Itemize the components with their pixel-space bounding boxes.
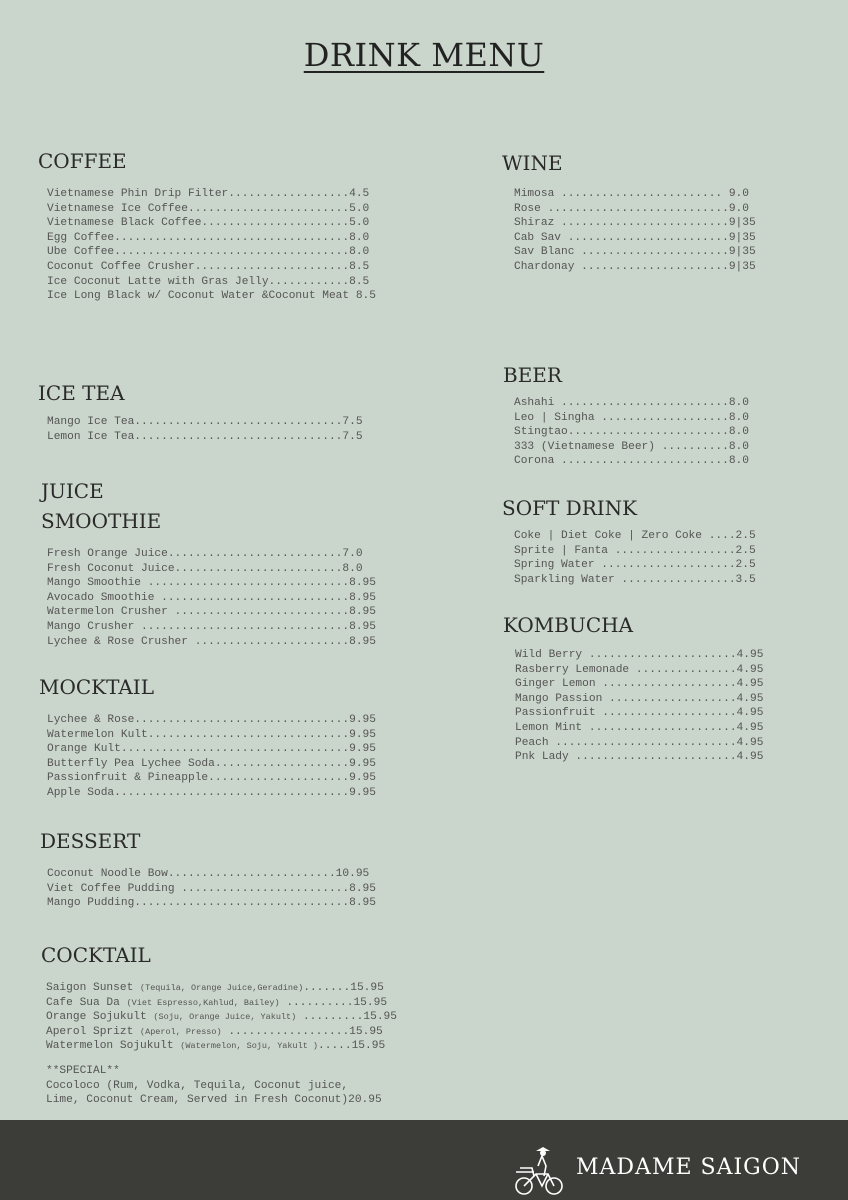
list-item: Shiraz .........................9|35 bbox=[514, 217, 756, 230]
beer-section bbox=[503, 360, 749, 469]
list-item: Chardonay ......................9|35 bbox=[514, 260, 756, 273]
soft-drink-section bbox=[502, 493, 756, 587]
list-item: Sav Blanc ......................9|35 bbox=[514, 246, 756, 259]
special-item-line2: Lime, Coconut Cream, Served in Fresh Coconut)20.95 bbox=[46, 1094, 382, 1107]
list-item: Vietnamese Ice Coffee........................5.0 bbox=[47, 202, 370, 215]
list-item: Mango Crusher ...............................8.95 bbox=[47, 620, 376, 633]
dessert-heading: DESSERT bbox=[40, 829, 141, 853]
list-item: Ice Long Black w/ Coconut Water &Coconut Meat 8.5 bbox=[47, 290, 376, 303]
list-item: Leo | Singha ...................8.0 bbox=[514, 411, 749, 424]
mocktail-heading: MOCKTAIL bbox=[39, 675, 154, 699]
list-item: Lemon Mint ......................4.95 bbox=[515, 721, 764, 734]
list-item: Ice Coconut Latte with Gras Jelly............8.5 bbox=[47, 275, 370, 288]
list-item: Watermelon Sojukult (Watermelon, Soju, Yakult ).....15.95 bbox=[46, 1040, 386, 1053]
list-item: Cab Sav ........................9|35 bbox=[514, 231, 756, 244]
list-item: Pnk Lady ........................4.95 bbox=[515, 751, 764, 764]
coffee-heading: COFFEE bbox=[38, 149, 127, 173]
wine-section bbox=[502, 148, 756, 275]
wine-heading: WINE bbox=[502, 151, 563, 175]
list-item: Stingtao........................8.0 bbox=[514, 426, 749, 439]
wine-list bbox=[514, 187, 756, 275]
list-item: Passionfruit ....................4.95 bbox=[515, 707, 764, 720]
dessert-list bbox=[47, 867, 376, 911]
list-item: Ashahi .........................8.0 bbox=[514, 397, 749, 409]
soft-drink-list bbox=[514, 529, 756, 587]
list-item: Mango Ice Tea...............................7.5 bbox=[47, 416, 363, 428]
list-item: Wild Berry ......................4.95 bbox=[515, 649, 764, 661]
list-item: Peach ...........................4.95 bbox=[515, 736, 764, 749]
ice-tea-list bbox=[47, 415, 363, 444]
ice-tea-heading: ICE TEA bbox=[38, 381, 125, 405]
list-item: Mango Passion ...................4.95 bbox=[515, 692, 764, 705]
list-item: Orange Kult..................................9.95 bbox=[47, 743, 376, 756]
list-item: Fresh Orange Juice..........................7.0 bbox=[47, 548, 363, 560]
list-item: Coke | Diet Coke | Zero Coke ....2.5 bbox=[514, 530, 756, 542]
juice-section bbox=[41, 476, 376, 649]
list-item: Saigon Sunset (Tequila, Orange Juice,Geradine).......15.95 bbox=[46, 982, 384, 994]
list-item: Sprite | Fanta ..................2.5 bbox=[514, 544, 756, 557]
list-item: Butterfly Pea Lychee Soda....................9.95 bbox=[47, 757, 376, 770]
special-item-line1: Cocoloco (Rum, Vodka, Tequila, Coconut juice, bbox=[46, 1079, 349, 1092]
dessert-section bbox=[40, 826, 376, 911]
list-item: Lychee & Rose Crusher .......................8.95 bbox=[47, 635, 376, 648]
list-item: Coconut Noodle Bow.........................10.95 bbox=[47, 868, 370, 880]
kombucha-heading: KOMBUCHA bbox=[503, 613, 634, 637]
special-label: **SPECIAL** bbox=[46, 1064, 120, 1077]
list-item: Sparkling Water .................3.5 bbox=[514, 573, 756, 586]
list-item: Lychee & Rose................................9.95 bbox=[47, 714, 376, 726]
list-item: Passionfruit & Pineapple.....................9.95 bbox=[47, 772, 376, 785]
cocktail-section bbox=[41, 940, 397, 1108]
coffee-list bbox=[47, 187, 376, 304]
soft-drink-heading: SOFT DRINK bbox=[502, 496, 638, 520]
cocktail-list bbox=[46, 981, 397, 1108]
list-item: Apple Soda...................................9.95 bbox=[47, 786, 376, 799]
list-item: Coconut Coffee Crusher.......................8.5 bbox=[47, 260, 370, 273]
list-item: Mango Smoothie ..............................8.95 bbox=[47, 577, 376, 590]
juice-heading-line2: SMOOTHIE bbox=[41, 509, 162, 533]
page-title: DRINK MENU bbox=[303, 36, 545, 74]
juice-heading-line1: JUICE bbox=[41, 479, 104, 503]
cocktail-heading: COCKTAIL bbox=[41, 943, 151, 967]
list-item: Cafe Sua Da (Viet Espresso,Kahlud, Bailey) ..........15.95 bbox=[46, 996, 388, 1009]
list-item: Vietnamese Phin Drip Filter..................4.5 bbox=[47, 188, 370, 200]
list-item: Mango Pudding................................8.95 bbox=[47, 897, 376, 910]
list-item: Fresh Coconut Juice.........................8.0 bbox=[47, 562, 363, 575]
list-item: Vietnamese Black Coffee......................5.0 bbox=[47, 217, 370, 230]
list-item: Avocado Smoothie ............................8.95 bbox=[47, 591, 376, 604]
list-item: Watermelon Kult..............................9.95 bbox=[47, 728, 376, 741]
list-item: Rasberry Lemonade ...............4.95 bbox=[515, 663, 764, 676]
kombucha-section bbox=[503, 610, 763, 765]
list-item: Ginger Lemon ....................4.95 bbox=[515, 678, 764, 691]
list-item: Viet Coffee Pudding .........................8.95 bbox=[47, 882, 376, 895]
coffee-section bbox=[38, 146, 376, 304]
list-item: Mimosa ........................ 9.0 bbox=[514, 188, 749, 200]
list-item: Ube Coffee...................................8.0 bbox=[47, 246, 370, 259]
mocktail-list bbox=[47, 713, 376, 801]
list-item: Orange Sojukult (Soju, Orange Juice, Yakult) .........15.95 bbox=[46, 1011, 397, 1024]
list-item: 333 (Vietnamese Beer) ..........8.0 bbox=[514, 440, 749, 453]
list-item: Rose ...........................9.0 bbox=[514, 202, 749, 215]
juice-list bbox=[47, 547, 376, 649]
list-item: Watermelon Crusher ..........................8.95 bbox=[47, 606, 376, 619]
kombucha-list bbox=[515, 648, 763, 765]
list-item: Egg Coffee...................................8.0 bbox=[47, 231, 370, 244]
beer-heading: BEER bbox=[503, 363, 562, 387]
list-item: Corona .........................8.0 bbox=[514, 455, 749, 468]
ice-tea-section bbox=[38, 378, 363, 444]
beer-list bbox=[514, 396, 749, 469]
list-item: Lemon Ice Tea...............................7.5 bbox=[47, 430, 363, 443]
cyclist-icon bbox=[512, 1146, 568, 1196]
brand-name: MADAME SAIGON bbox=[576, 1155, 802, 1180]
mocktail-section bbox=[39, 672, 376, 801]
list-item: Aperol Sprizt (Aperol, Presso) ..................15.95 bbox=[46, 1025, 383, 1038]
list-item: Spring Water ....................2.5 bbox=[514, 559, 756, 572]
